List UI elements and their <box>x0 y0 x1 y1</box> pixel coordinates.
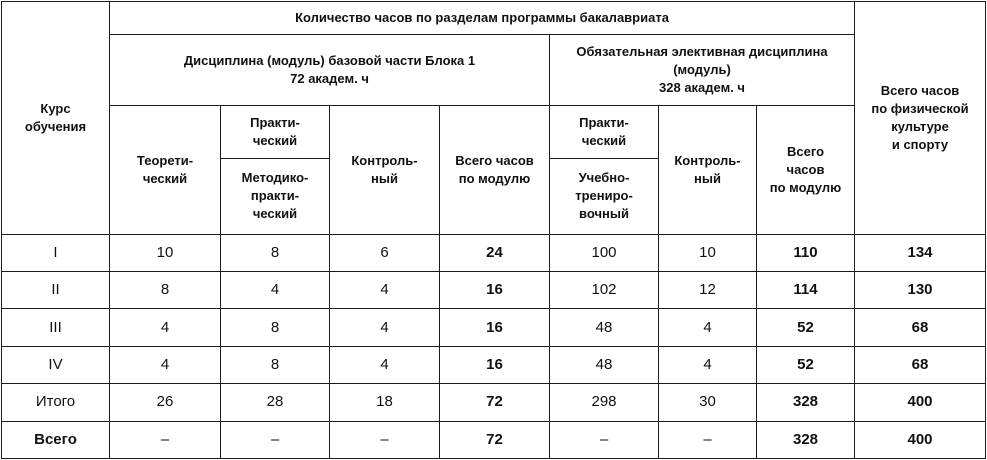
training-cell: 48 <box>550 309 659 346</box>
theoretical-cell: 4 <box>110 346 221 383</box>
methodical-cell: 8 <box>221 234 330 271</box>
control-elective-cell: 4 <box>659 346 757 383</box>
control-cell: 4 <box>330 271 440 308</box>
total-elective-cell: 110 <box>757 234 855 271</box>
methodical-cell: 8 <box>221 309 330 346</box>
table-row <box>2 234 986 271</box>
practical-header: Практи- ческий <box>221 106 330 159</box>
total-elective-cell: 328 <box>757 421 855 458</box>
program-hours-header: Количество часов по разделам программы бакалавриата <box>110 2 855 35</box>
total-pe-cell: 134 <box>855 234 986 271</box>
total-pe-cell: 130 <box>855 271 986 308</box>
total-pe-cell: 400 <box>855 384 986 421</box>
control-elective-cell: 30 <box>659 384 757 421</box>
total-module-header: Всего часов по модулю <box>440 106 550 234</box>
control-elective-header: Контроль- ный <box>659 106 757 234</box>
course-cell: III <box>2 309 110 346</box>
total-pe-cell: 68 <box>855 346 986 383</box>
table-row <box>2 346 986 383</box>
methodical-cell: – <box>221 421 330 458</box>
table-row <box>2 421 986 458</box>
methodical-cell: 28 <box>221 384 330 421</box>
methodical-cell: 4 <box>221 271 330 308</box>
practical-elective-header: Практи- ческий <box>550 106 659 159</box>
control-elective-cell: 4 <box>659 309 757 346</box>
total-base-cell: 16 <box>440 346 550 383</box>
training-cell: 48 <box>550 346 659 383</box>
theoretical-header: Теорети- ческий <box>110 106 221 234</box>
total-pe-header: Всего часов по физической культуре и спорту <box>855 2 986 235</box>
control-cell: 4 <box>330 309 440 346</box>
total-pe-cell: 68 <box>855 309 986 346</box>
total-base-cell: 24 <box>440 234 550 271</box>
base-module-header: Дисциплина (модуль) базовой части Блока 1 72 академ. ч <box>110 35 550 106</box>
control-cell: 18 <box>330 384 440 421</box>
total-base-cell: 16 <box>440 309 550 346</box>
total-elective-cell: 52 <box>757 346 855 383</box>
control-cell: 6 <box>330 234 440 271</box>
course-cell: Всего <box>2 421 110 458</box>
course-cell: Итого <box>2 384 110 421</box>
total-elective-cell: 114 <box>757 271 855 308</box>
theoretical-cell: 10 <box>110 234 221 271</box>
course-cell: IV <box>2 346 110 383</box>
total-module-elective-header: Всего часов по модулю <box>757 106 855 234</box>
theoretical-cell: 26 <box>110 384 221 421</box>
training-cell: 298 <box>550 384 659 421</box>
control-header: Контроль- ный <box>330 106 440 234</box>
hours-table <box>1 1 986 459</box>
theoretical-cell: – <box>110 421 221 458</box>
total-base-cell: 16 <box>440 271 550 308</box>
table-row <box>2 271 986 308</box>
training-cell: 100 <box>550 234 659 271</box>
control-elective-cell: 10 <box>659 234 757 271</box>
training-header: Учебно- трениро- вочный <box>550 158 659 234</box>
total-elective-cell: 52 <box>757 309 855 346</box>
theoretical-cell: 4 <box>110 309 221 346</box>
theoretical-cell: 8 <box>110 271 221 308</box>
control-elective-cell: 12 <box>659 271 757 308</box>
elective-module-header: Обязательная элективная дисциплина (модуль) 328 академ. ч <box>550 35 855 106</box>
control-cell: – <box>330 421 440 458</box>
control-cell: 4 <box>330 346 440 383</box>
course-header: Курс обучения <box>2 2 110 235</box>
table-row <box>2 384 986 421</box>
methodical-header: Методико- практи- ческий <box>221 158 330 234</box>
control-elective-cell: – <box>659 421 757 458</box>
total-pe-cell: 400 <box>855 421 986 458</box>
training-cell: – <box>550 421 659 458</box>
total-base-cell: 72 <box>440 384 550 421</box>
course-cell: II <box>2 271 110 308</box>
training-cell: 102 <box>550 271 659 308</box>
methodical-cell: 8 <box>221 346 330 383</box>
total-elective-cell: 328 <box>757 384 855 421</box>
course-cell: I <box>2 234 110 271</box>
total-base-cell: 72 <box>440 421 550 458</box>
table-row <box>2 309 986 346</box>
